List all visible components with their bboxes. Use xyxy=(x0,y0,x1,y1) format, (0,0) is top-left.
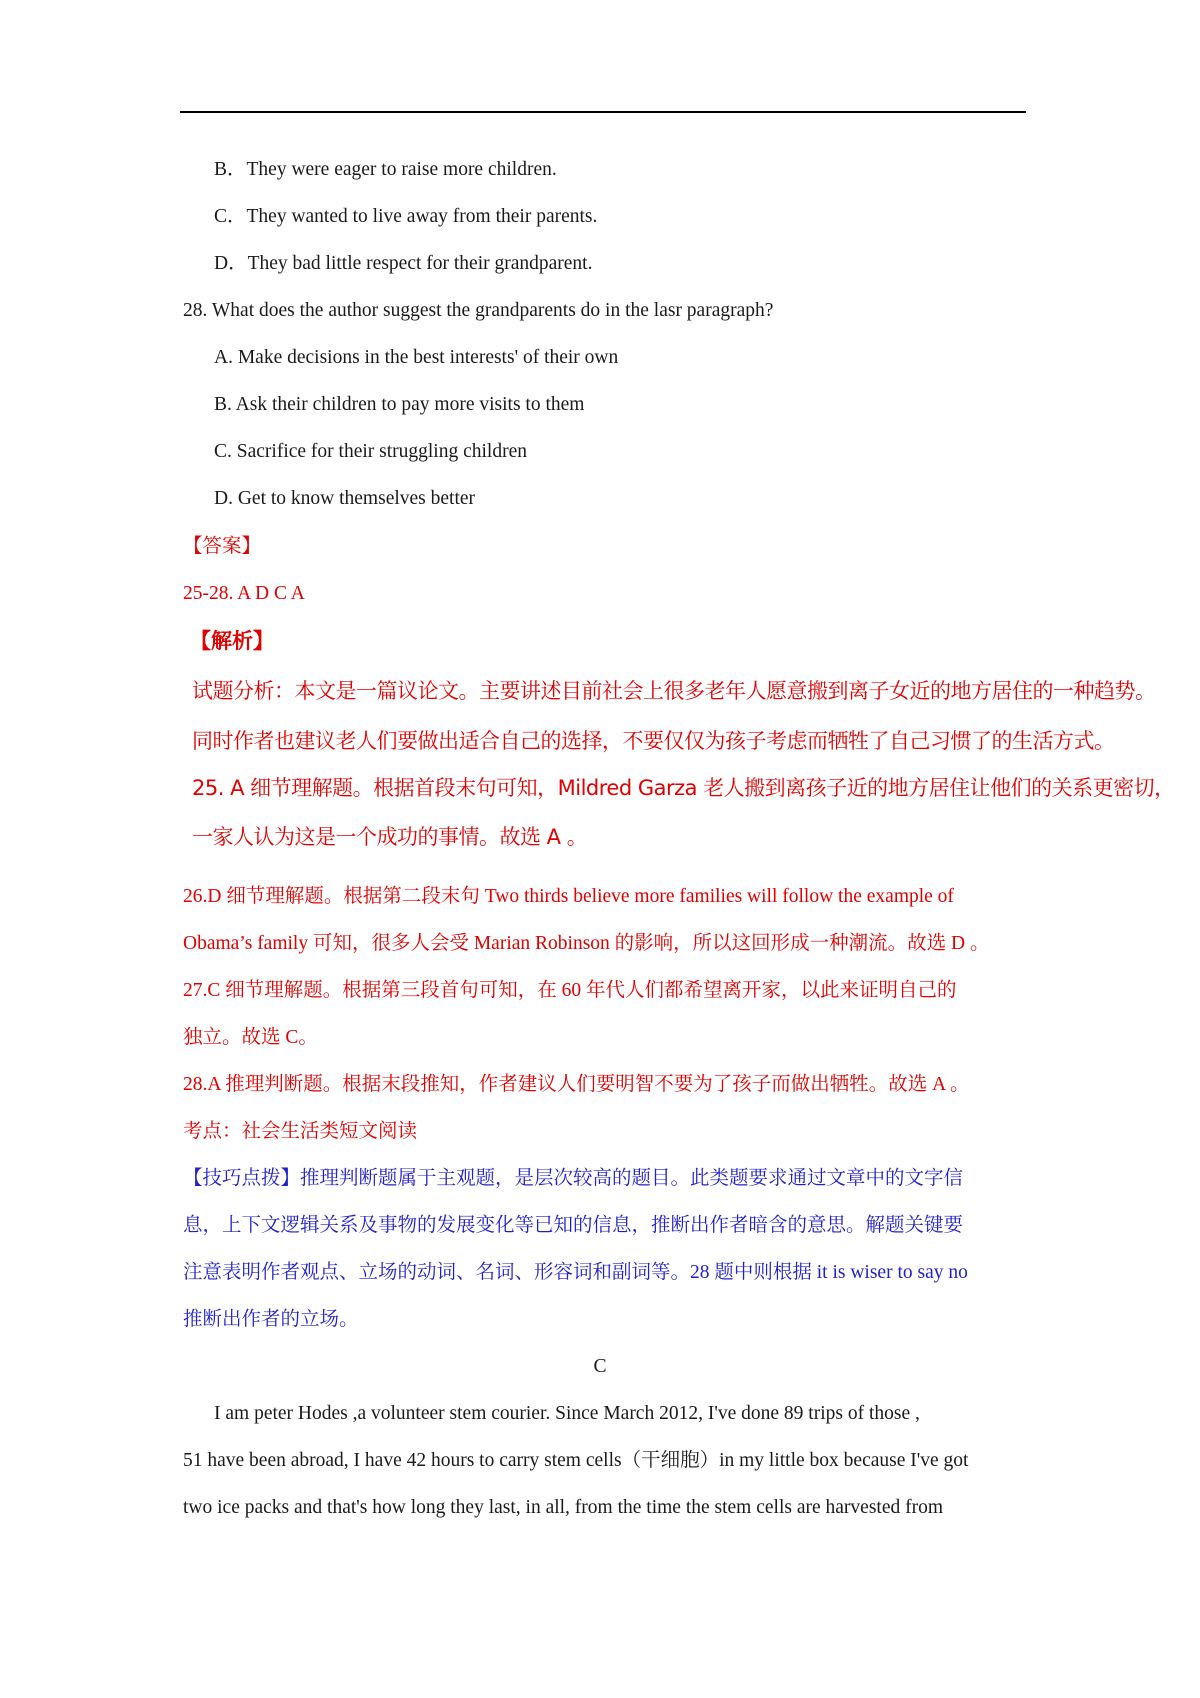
analysis-q26-line-1: 26.D 细节理解题。根据第二段末句 Two thirds believe more families will follow the example of xyxy=(183,886,954,907)
q27-option-c: C．They wanted to live away from their parents. xyxy=(214,206,598,227)
q27-option-b: B．They were eager to raise more children. xyxy=(214,159,557,180)
tips-line-3: 注意表明作者观点、立场的动词、名词、形容词和副词等。28 题中则根据 it is wiser to say no xyxy=(183,1262,968,1283)
q28-option-b: B. Ask their children to pay more visits to them xyxy=(214,394,585,415)
passage-c-line-1: I am peter Hodes ,a volunteer stem courier. Since March 2012, I've done 89 trips of those , xyxy=(214,1403,920,1424)
q28-option-a: A. Make decisions in the best interests' of their own xyxy=(214,347,619,368)
passage-c-title: C xyxy=(593,1356,607,1377)
analysis-q26-line-2: Obama’s family 可知，很多人会受 Marian Robinson 的影响，所以这回形成一种潮流。故选 D 。 xyxy=(183,933,990,954)
header-rule xyxy=(180,111,1026,113)
passage-c-line-3: two ice packs and that's how long they last, in all, from the time the stem cells are harvested from xyxy=(183,1497,944,1518)
analysis-q27-line-2: 独立。故选 C。 xyxy=(183,1027,318,1048)
analysis-q28: 28.A 推理判断题。根据末段推知，作者建议人们要明智不要为了孩子而做出牺牲。故选 A 。 xyxy=(183,1074,970,1095)
answer-header: 【答案】 xyxy=(183,536,262,557)
analysis-q25-line-2: 一家人认为这是一个成功的事情。故选 A 。 xyxy=(192,825,588,849)
q28-option-c: C. Sacrifice for their struggling children xyxy=(214,441,527,462)
answer-value: 25-28. A D C A xyxy=(183,583,305,604)
analysis-header: 【解析】 xyxy=(190,629,274,653)
analysis-summary-line-1: 试题分析：本文是一篇议论文。主要讲述目前社会上很多老年人愿意搬到离子女近的地方居住的一种趋势。 xyxy=(192,679,1156,703)
analysis-q27-line-1: 27.C 细节理解题。根据第三段首句可知，在 60 年代人们都希望离开家，以此来证明自己的 xyxy=(183,980,957,1001)
q28-option-d: D. Get to know themselves better xyxy=(214,488,476,509)
analysis-topic: 考点：社会生活类短文阅读 xyxy=(183,1121,418,1142)
tips-line-2: 息，上下文逻辑关系及事物的发展变化等已知的信息，推断出作者暗含的意思。解题关键要 xyxy=(183,1215,964,1236)
q28-stem: 28. What does the author suggest the grandparents do in the lasr paragraph? xyxy=(183,300,774,321)
passage-c-line-2: 51 have been abroad, I have 42 hours to carry stem cells（干细胞）in my little box because I've got xyxy=(183,1450,969,1471)
analysis-summary-line-2: 同时作者也建议老人们要做出适合自己的选择，不要仅仅为孩子考虑而牺牲了自己习惯了的生活方式。 xyxy=(192,729,1115,753)
tips-line-1: 【技巧点拨】推理判断题属于主观题，是层次较高的题目。此类题要求通过文章中的文字信 xyxy=(183,1168,964,1189)
q27-option-d: D．They bad little respect for their grandparent. xyxy=(214,253,593,274)
analysis-q25-line-1: 25. A 细节理解题。根据首段末句可知，Mildred Garza 老人搬到离孩子近的地方居住让他们的关系更密切， xyxy=(192,776,1175,800)
tips-line-4: 推断出作者的立场。 xyxy=(183,1309,359,1330)
